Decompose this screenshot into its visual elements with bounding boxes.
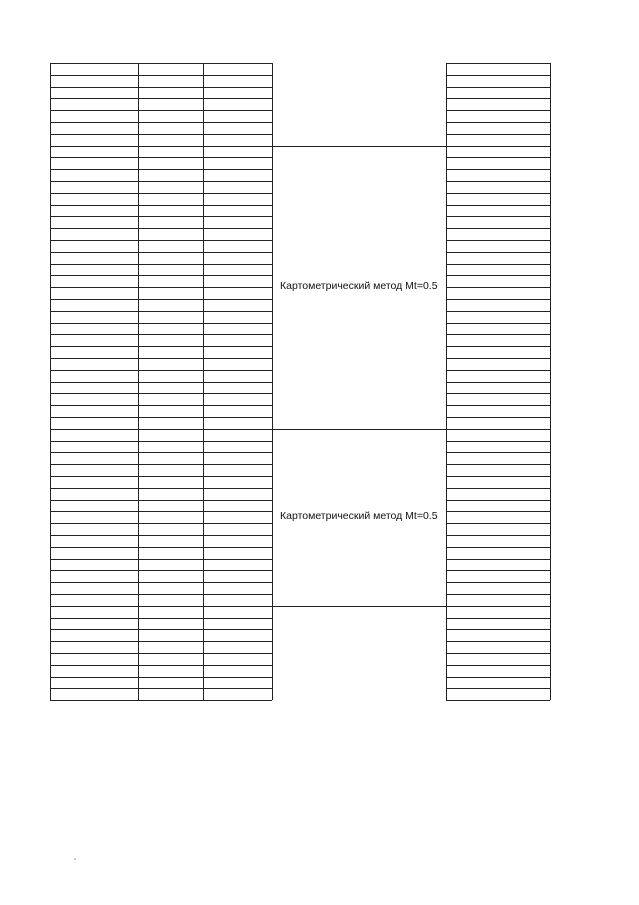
cell-point-number — [50, 570, 138, 582]
cell-y-coordinate — [203, 500, 272, 512]
cell-accuracy-value — [446, 252, 550, 264]
cell-x-coordinate — [138, 287, 203, 299]
cell-accuracy-value — [446, 523, 550, 535]
cell-y-coordinate — [203, 452, 272, 464]
cell-y-coordinate — [203, 157, 272, 169]
cell-point-number — [50, 653, 138, 665]
cell-y-coordinate — [203, 122, 272, 134]
cell-x-coordinate — [138, 358, 203, 370]
cell-accuracy-value — [446, 311, 550, 323]
cell-point-number — [50, 146, 138, 158]
table-bottom-border-left — [50, 700, 272, 701]
cell-y-coordinate — [203, 264, 272, 276]
cell-y-coordinate — [203, 252, 272, 264]
cell-accuracy-value — [446, 346, 550, 358]
cell-accuracy-value — [446, 441, 550, 453]
cell-y-coordinate — [203, 146, 272, 158]
cell-point-number — [50, 216, 138, 228]
cell-point-number — [50, 500, 138, 512]
cell-point-number — [50, 169, 138, 181]
cell-point-number — [50, 559, 138, 571]
cell-x-coordinate — [138, 228, 203, 240]
cell-accuracy-value — [446, 216, 550, 228]
cell-point-number — [50, 677, 138, 689]
cell-accuracy-value — [446, 393, 550, 405]
cell-y-coordinate — [203, 441, 272, 453]
cell-point-number — [50, 464, 138, 476]
cell-point-number — [50, 228, 138, 240]
cell-x-coordinate — [138, 370, 203, 382]
cell-accuracy-value — [446, 464, 550, 476]
cell-y-coordinate — [203, 169, 272, 181]
cell-accuracy-value — [446, 582, 550, 594]
cell-x-coordinate — [138, 193, 203, 205]
cell-y-coordinate — [203, 240, 272, 252]
cell-point-number — [50, 287, 138, 299]
cell-point-number — [50, 535, 138, 547]
method-group-label: Картометрический метод Mt=0.5 — [280, 280, 438, 293]
cell-y-coordinate — [203, 606, 272, 618]
cell-y-coordinate — [203, 98, 272, 110]
cell-accuracy-value — [446, 488, 550, 500]
cell-accuracy-value — [446, 110, 550, 122]
cell-y-coordinate — [203, 582, 272, 594]
cell-point-number — [50, 264, 138, 276]
cell-y-coordinate — [203, 275, 272, 287]
cell-y-coordinate — [203, 311, 272, 323]
cell-x-coordinate — [138, 511, 203, 523]
cell-x-coordinate — [138, 405, 203, 417]
cell-point-number — [50, 629, 138, 641]
cell-x-coordinate — [138, 665, 203, 677]
cell-x-coordinate — [138, 641, 203, 653]
cell-point-number — [50, 110, 138, 122]
cell-accuracy-value — [446, 205, 550, 217]
cell-point-number — [50, 370, 138, 382]
cell-y-coordinate — [203, 346, 272, 358]
cell-accuracy-value — [446, 228, 550, 240]
cell-accuracy-value — [446, 370, 550, 382]
cell-point-number — [50, 452, 138, 464]
cell-x-coordinate — [138, 629, 203, 641]
cell-x-coordinate — [138, 382, 203, 394]
cell-y-coordinate — [203, 629, 272, 641]
cell-y-coordinate — [203, 205, 272, 217]
cell-y-coordinate — [203, 405, 272, 417]
cell-point-number — [50, 193, 138, 205]
cell-y-coordinate — [203, 358, 272, 370]
cell-y-coordinate — [203, 216, 272, 228]
cell-point-number — [50, 582, 138, 594]
cell-x-coordinate — [138, 677, 203, 689]
cell-y-coordinate — [203, 618, 272, 630]
cell-y-coordinate — [203, 193, 272, 205]
cell-x-coordinate — [138, 122, 203, 134]
cell-x-coordinate — [138, 535, 203, 547]
scan-speck — [74, 858, 76, 860]
cell-x-coordinate — [138, 311, 203, 323]
cell-y-coordinate — [203, 393, 272, 405]
cell-x-coordinate — [138, 205, 203, 217]
cell-x-coordinate — [138, 299, 203, 311]
cell-accuracy-value — [446, 629, 550, 641]
cell-point-number — [50, 417, 138, 429]
cell-x-coordinate — [138, 488, 203, 500]
cell-accuracy-value — [446, 287, 550, 299]
cell-y-coordinate — [203, 688, 272, 700]
cell-point-number — [50, 606, 138, 618]
cell-accuracy-value — [446, 665, 550, 677]
cell-x-coordinate — [138, 146, 203, 158]
cell-accuracy-value — [446, 122, 550, 134]
cell-accuracy-value — [446, 606, 550, 618]
cell-y-coordinate — [203, 511, 272, 523]
cell-y-coordinate — [203, 476, 272, 488]
cell-x-coordinate — [138, 441, 203, 453]
cell-accuracy-value — [446, 535, 550, 547]
cell-y-coordinate — [203, 464, 272, 476]
cell-accuracy-value — [446, 653, 550, 665]
cell-x-coordinate — [138, 157, 203, 169]
cell-point-number — [50, 405, 138, 417]
cell-point-number — [50, 476, 138, 488]
cell-accuracy-value — [446, 429, 550, 441]
cell-point-number — [50, 382, 138, 394]
cell-accuracy-value — [446, 157, 550, 169]
cell-accuracy-value — [446, 75, 550, 87]
cell-point-number — [50, 252, 138, 264]
cell-x-coordinate — [138, 98, 203, 110]
cell-accuracy-value — [446, 299, 550, 311]
cell-x-coordinate — [138, 169, 203, 181]
cell-y-coordinate — [203, 287, 272, 299]
table-bottom-border-right — [446, 700, 550, 701]
cell-y-coordinate — [203, 370, 272, 382]
cell-point-number — [50, 75, 138, 87]
cell-x-coordinate — [138, 476, 203, 488]
cell-accuracy-value — [446, 570, 550, 582]
cell-y-coordinate — [203, 63, 272, 75]
cell-x-coordinate — [138, 618, 203, 630]
cell-x-coordinate — [138, 429, 203, 441]
table-vertical-rule — [50, 63, 51, 700]
cell-accuracy-value — [446, 358, 550, 370]
cell-accuracy-value — [446, 63, 550, 75]
cell-accuracy-value — [446, 405, 550, 417]
cell-point-number — [50, 594, 138, 606]
cell-x-coordinate — [138, 653, 203, 665]
cell-point-number — [50, 122, 138, 134]
cell-point-number — [50, 346, 138, 358]
cell-point-number — [50, 334, 138, 346]
cell-accuracy-value — [446, 618, 550, 630]
cell-y-coordinate — [203, 299, 272, 311]
cell-x-coordinate — [138, 464, 203, 476]
cell-point-number — [50, 488, 138, 500]
cell-accuracy-value — [446, 559, 550, 571]
cell-accuracy-value — [446, 452, 550, 464]
cell-x-coordinate — [138, 523, 203, 535]
cell-accuracy-value — [446, 500, 550, 512]
cell-x-coordinate — [138, 240, 203, 252]
cell-point-number — [50, 240, 138, 252]
cell-point-number — [50, 157, 138, 169]
cell-point-number — [50, 299, 138, 311]
table-vertical-rule — [550, 63, 551, 700]
cell-accuracy-value — [446, 677, 550, 689]
cell-y-coordinate — [203, 334, 272, 346]
cell-accuracy-value — [446, 98, 550, 110]
cell-x-coordinate — [138, 87, 203, 99]
cell-accuracy-value — [446, 688, 550, 700]
cell-point-number — [50, 688, 138, 700]
cell-y-coordinate — [203, 382, 272, 394]
cell-x-coordinate — [138, 323, 203, 335]
cell-point-number — [50, 87, 138, 99]
table-vertical-rule — [272, 63, 273, 700]
cell-point-number — [50, 275, 138, 287]
cell-x-coordinate — [138, 346, 203, 358]
cell-point-number — [50, 641, 138, 653]
cell-y-coordinate — [203, 429, 272, 441]
cell-x-coordinate — [138, 547, 203, 559]
cell-point-number — [50, 134, 138, 146]
cell-accuracy-value — [446, 275, 550, 287]
method-group-top-border — [272, 146, 446, 147]
cell-accuracy-value — [446, 594, 550, 606]
cell-point-number — [50, 618, 138, 630]
cell-accuracy-value — [446, 417, 550, 429]
cell-point-number — [50, 547, 138, 559]
cell-accuracy-value — [446, 382, 550, 394]
cell-y-coordinate — [203, 75, 272, 87]
cell-y-coordinate — [203, 665, 272, 677]
cell-y-coordinate — [203, 535, 272, 547]
cell-x-coordinate — [138, 570, 203, 582]
cell-accuracy-value — [446, 87, 550, 99]
cell-x-coordinate — [138, 393, 203, 405]
cell-x-coordinate — [138, 582, 203, 594]
cell-y-coordinate — [203, 523, 272, 535]
cell-accuracy-value — [446, 547, 550, 559]
cell-point-number — [50, 205, 138, 217]
cell-x-coordinate — [138, 559, 203, 571]
cell-accuracy-value — [446, 323, 550, 335]
cell-y-coordinate — [203, 228, 272, 240]
cell-point-number — [50, 523, 138, 535]
cell-y-coordinate — [203, 488, 272, 500]
cell-x-coordinate — [138, 334, 203, 346]
cell-point-number — [50, 511, 138, 523]
cell-x-coordinate — [138, 134, 203, 146]
cell-accuracy-value — [446, 334, 550, 346]
cell-y-coordinate — [203, 594, 272, 606]
cell-x-coordinate — [138, 606, 203, 618]
cell-point-number — [50, 393, 138, 405]
cell-x-coordinate — [138, 75, 203, 87]
method-group-top-border — [272, 429, 446, 430]
cell-accuracy-value — [446, 240, 550, 252]
cell-x-coordinate — [138, 688, 203, 700]
cell-y-coordinate — [203, 570, 272, 582]
cell-point-number — [50, 323, 138, 335]
method-group-label: Картометрический метод Mt=0.5 — [280, 510, 438, 523]
cell-accuracy-value — [446, 146, 550, 158]
cell-x-coordinate — [138, 110, 203, 122]
cell-accuracy-value — [446, 264, 550, 276]
cell-point-number — [50, 98, 138, 110]
cell-y-coordinate — [203, 181, 272, 193]
cell-accuracy-value — [446, 641, 550, 653]
cell-y-coordinate — [203, 641, 272, 653]
cell-accuracy-value — [446, 193, 550, 205]
cell-point-number — [50, 441, 138, 453]
cell-accuracy-value — [446, 511, 550, 523]
cell-x-coordinate — [138, 594, 203, 606]
cell-point-number — [50, 358, 138, 370]
cell-x-coordinate — [138, 452, 203, 464]
table-vertical-rule — [138, 63, 139, 700]
cell-x-coordinate — [138, 216, 203, 228]
cell-y-coordinate — [203, 677, 272, 689]
cell-point-number — [50, 429, 138, 441]
cell-y-coordinate — [203, 547, 272, 559]
cell-y-coordinate — [203, 134, 272, 146]
cell-accuracy-value — [446, 476, 550, 488]
cell-y-coordinate — [203, 110, 272, 122]
method-group-bottom-border — [272, 606, 446, 607]
cell-y-coordinate — [203, 417, 272, 429]
cell-point-number — [50, 63, 138, 75]
cell-point-number — [50, 181, 138, 193]
cell-x-coordinate — [138, 275, 203, 287]
cell-x-coordinate — [138, 264, 203, 276]
cell-x-coordinate — [138, 417, 203, 429]
cell-y-coordinate — [203, 653, 272, 665]
cell-y-coordinate — [203, 559, 272, 571]
cell-point-number — [50, 665, 138, 677]
cell-x-coordinate — [138, 252, 203, 264]
cell-x-coordinate — [138, 500, 203, 512]
cell-accuracy-value — [446, 134, 550, 146]
cell-point-number — [50, 311, 138, 323]
table-vertical-rule — [446, 63, 447, 700]
cell-y-coordinate — [203, 323, 272, 335]
cell-x-coordinate — [138, 63, 203, 75]
table-vertical-rule — [203, 63, 204, 700]
cell-accuracy-value — [446, 181, 550, 193]
cell-y-coordinate — [203, 87, 272, 99]
cell-x-coordinate — [138, 181, 203, 193]
cell-accuracy-value — [446, 169, 550, 181]
